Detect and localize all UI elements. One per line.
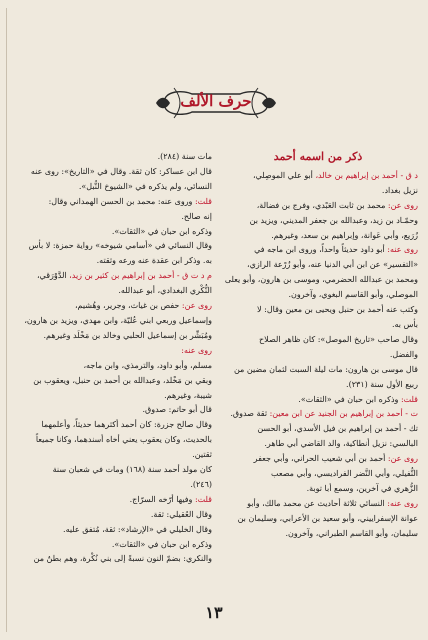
text-line	[218, 348, 418, 363]
line-text: وقال صالح جزرة: كان أحمد أكثرهما حديثاً، وأعلمهما	[41, 420, 212, 430]
text-line	[12, 374, 212, 389]
line-text: وكتب عنه أحمد بن حنبل ويحيى بن معين وقال: لا	[257, 305, 418, 315]
text-line	[218, 452, 418, 467]
line-text: شيبة، وغيرهم.	[164, 390, 212, 400]
right-column	[218, 150, 418, 542]
text-line	[218, 422, 418, 437]
narrator-label: د ق - أحمد بن إبراهيم بن خالد،	[315, 170, 418, 180]
text-line	[12, 150, 212, 165]
text-line	[218, 303, 418, 318]
line-text: به. وذكر ابن عقدة عنه ورعه وثقته.	[96, 256, 212, 266]
line-text: ربيع الأول سنة (٢٣١).	[346, 379, 418, 389]
line-text: قال موسى بن هارون: مات ليلة السبت لثمان مضين من	[233, 364, 418, 374]
text-line	[218, 512, 418, 527]
line-text: (٢٤٦).	[190, 479, 212, 489]
line-text: النسائي ثلاثة أحاديث عن محمد مالك، وأبو	[247, 498, 388, 508]
narrator-label: ت - أحمد بن إبراهيم بن الجنيد عن ابن معين:	[269, 409, 418, 419]
text-line	[12, 552, 212, 567]
narrator-label: روى عنه:	[387, 245, 418, 255]
text-line	[12, 359, 212, 374]
text-line	[12, 314, 212, 329]
line-text: وبقي بن مَخْلد، وعبدالله بن أحمد بن حنبل، ويعقوب بن	[33, 375, 212, 385]
text-line	[218, 378, 418, 393]
line-text: مات سنة (٢٨٤).	[157, 152, 212, 161]
line-text: «التفسير» عن ابن أبي الدنيا عنه، وأبو زُرْعة الرازي،	[247, 260, 418, 270]
line-text: بأس به.	[391, 319, 418, 329]
line-text: وقال الخليلي في «الإرشاد»: ثقة، مُتفق عليه.	[63, 524, 212, 534]
section-title: حرف الألف	[180, 92, 252, 110]
line-text: مسلم، وأبو داود، والترمذي، وابن ماجه،	[83, 360, 212, 370]
line-text: حفص بن غياث، وجرير، وهُشيم،	[74, 301, 182, 311]
text-line	[218, 184, 418, 199]
line-text: أبو داود حديثاً واحداً، وروى ابن ماجه في	[254, 245, 388, 255]
text-line	[12, 225, 212, 240]
text-line	[218, 318, 418, 333]
narrator-label: روى عنه:	[387, 498, 418, 508]
text-line	[12, 403, 212, 418]
text-line	[218, 407, 418, 422]
narrator-label: قلت:	[400, 394, 418, 404]
line-text: عوانة الإسفراييني، وأبو سعيد بن الأعرابي، وسليمان بن	[237, 513, 418, 523]
text-line	[12, 433, 212, 448]
text-line	[218, 333, 418, 348]
line-text: البالسي: نزيل أنطاكية، والد القاضي أبي طاهر.	[264, 439, 418, 449]
text-line	[218, 258, 418, 273]
line-text: النسائي، ولم يذكره في «الشيوخ النُّبل».	[78, 181, 212, 191]
line-text: تك - أحمد بن إبراهيم بن فيل الأسدي، أبو الحسن	[257, 424, 418, 434]
line-text: قال ابن عساكر: كان ثقة. وقال في «التاريخ»: روى عنه	[30, 166, 212, 176]
text-line	[12, 493, 212, 508]
text-line	[218, 497, 418, 512]
text-line	[218, 393, 418, 408]
text-line	[218, 169, 418, 184]
line-text: النُّكْري البغدادي، أبو عبدالله.	[118, 286, 212, 296]
text-line	[12, 239, 212, 254]
narrator-label: قلت:	[194, 494, 212, 504]
text-line	[218, 482, 418, 497]
text-line	[12, 463, 212, 478]
text-line	[12, 418, 212, 433]
text-line	[218, 363, 418, 378]
line-text: الزُّهري في آخرين، وسمع أبا توبة.	[306, 483, 418, 493]
text-line	[218, 467, 418, 482]
line-text: وإسماعيل وربعي ابني عُليّة، وابن مهدي، ويزيد بن هارون،	[24, 315, 212, 325]
line-text: كان مولد أحمد سنة (١٦٨) ومات في شعبان سنة	[52, 465, 212, 475]
left-column	[12, 150, 212, 567]
line-text: أحمد بن أبي شعيب الحراني، وأبي جعفر	[253, 454, 388, 464]
page-number: ١٣	[205, 603, 223, 622]
text-line	[218, 273, 418, 288]
line-text: سليمان، وأبو القاسم الطبراني، وآخرون.	[285, 528, 418, 538]
text-line	[12, 448, 212, 463]
text-line	[12, 538, 212, 553]
text-line	[12, 210, 212, 225]
line-text: نزيل بغداد.	[381, 185, 418, 195]
text-line	[12, 508, 212, 523]
text-line	[12, 299, 212, 314]
line-text: وقال صاحب «تاريخ الموصل»: كان ظاهر الصلاح	[259, 334, 418, 344]
text-line	[218, 437, 418, 452]
line-text: ومحمد بن عبدالله الحضرمي، وموسى بن هارون، وأبو يعلى	[224, 275, 418, 285]
narrator-label: روى عن:	[387, 454, 418, 464]
section-ornament	[154, 84, 278, 122]
text-line	[12, 389, 212, 404]
line-text: وقال النسائي في «أسامي شيوخه» رواية حمزة: لا بأس	[28, 241, 212, 251]
line-text: الموصلي، وأبو القاسم البغوي، وآخرون.	[288, 290, 418, 300]
text-line	[12, 478, 212, 493]
line-text: قال أبو حاتم: صدوق.	[142, 405, 212, 415]
line-text: ثقة صدوق.	[230, 409, 270, 419]
line-text: والنكري: بضمّ النون نسبةً إلى بني نُكْرة، وهم بطنٌ من	[33, 554, 212, 564]
right-column-heading: ذكر من اسمه أحمد	[273, 150, 363, 163]
line-text: وذكره ابن حبان في «الثقات».	[111, 226, 212, 236]
line-text: محمد بن ثابت العَبْدي، وفرج بن فضالة،	[256, 200, 388, 210]
text-line	[12, 329, 212, 344]
narrator-label: م د ت ق - أحمد بن إبراهيم بن كثير بن زيد،	[69, 271, 212, 281]
line-text: وذكره ابن حبان في «الثقات».	[111, 539, 212, 549]
narrator-label: روى عن:	[181, 301, 212, 311]
line-text: وفيها أرّخه السرّاج.	[129, 494, 195, 504]
narrator-label: قلت:	[194, 196, 212, 206]
text-line	[12, 165, 212, 180]
line-text: أبو علي الموصِلي،	[253, 170, 316, 180]
line-text: زُرَيع، وأبي عَوانة، وإبراهيم بن سعد، وغيرهم.	[271, 230, 418, 240]
text-line	[12, 523, 212, 538]
line-text: وحمّـاد بن زيد، وعبدالله بن جعفر المديني، ويزيد بن	[249, 215, 418, 225]
text-line	[218, 199, 418, 214]
line-text: إنه صالح.	[181, 211, 212, 221]
text-line	[218, 527, 418, 542]
line-text: وذكره ابن حبان في «الثقات».	[298, 394, 401, 404]
narrator-label: روى عن:	[387, 200, 418, 210]
text-line	[12, 195, 212, 210]
text-line	[12, 269, 212, 284]
line-text: وقال العُقيلي: ثقة.	[150, 509, 212, 519]
line-text: ومُبَشِّر بن إسماعيل الحلبي وخالد بن مَخْلَد وغيرهم.	[43, 330, 212, 340]
text-line	[218, 214, 418, 229]
line-text: الدَّوْرَقي،	[36, 271, 70, 281]
text-line	[12, 180, 212, 195]
line-text: ثقتين.	[192, 450, 212, 460]
text-line	[218, 229, 418, 244]
text-line	[12, 284, 212, 299]
narrator-label: روى عنه:	[181, 345, 212, 355]
text-line	[12, 344, 212, 359]
line-text: وروى عنه: محمد بن الحسن الهمداني وقال:	[48, 196, 195, 206]
text-line	[218, 243, 418, 258]
line-text: النُّفيلي، وأبي النَّضر الفراديسي، وأبي مصعب	[271, 469, 418, 479]
line-text: بالحديث، وكان يعقوب يعني أخاه أسندهما، وكانا جميعاً	[35, 435, 212, 445]
text-line	[218, 288, 418, 303]
line-text: والفضل.	[389, 349, 418, 359]
text-line	[12, 254, 212, 269]
